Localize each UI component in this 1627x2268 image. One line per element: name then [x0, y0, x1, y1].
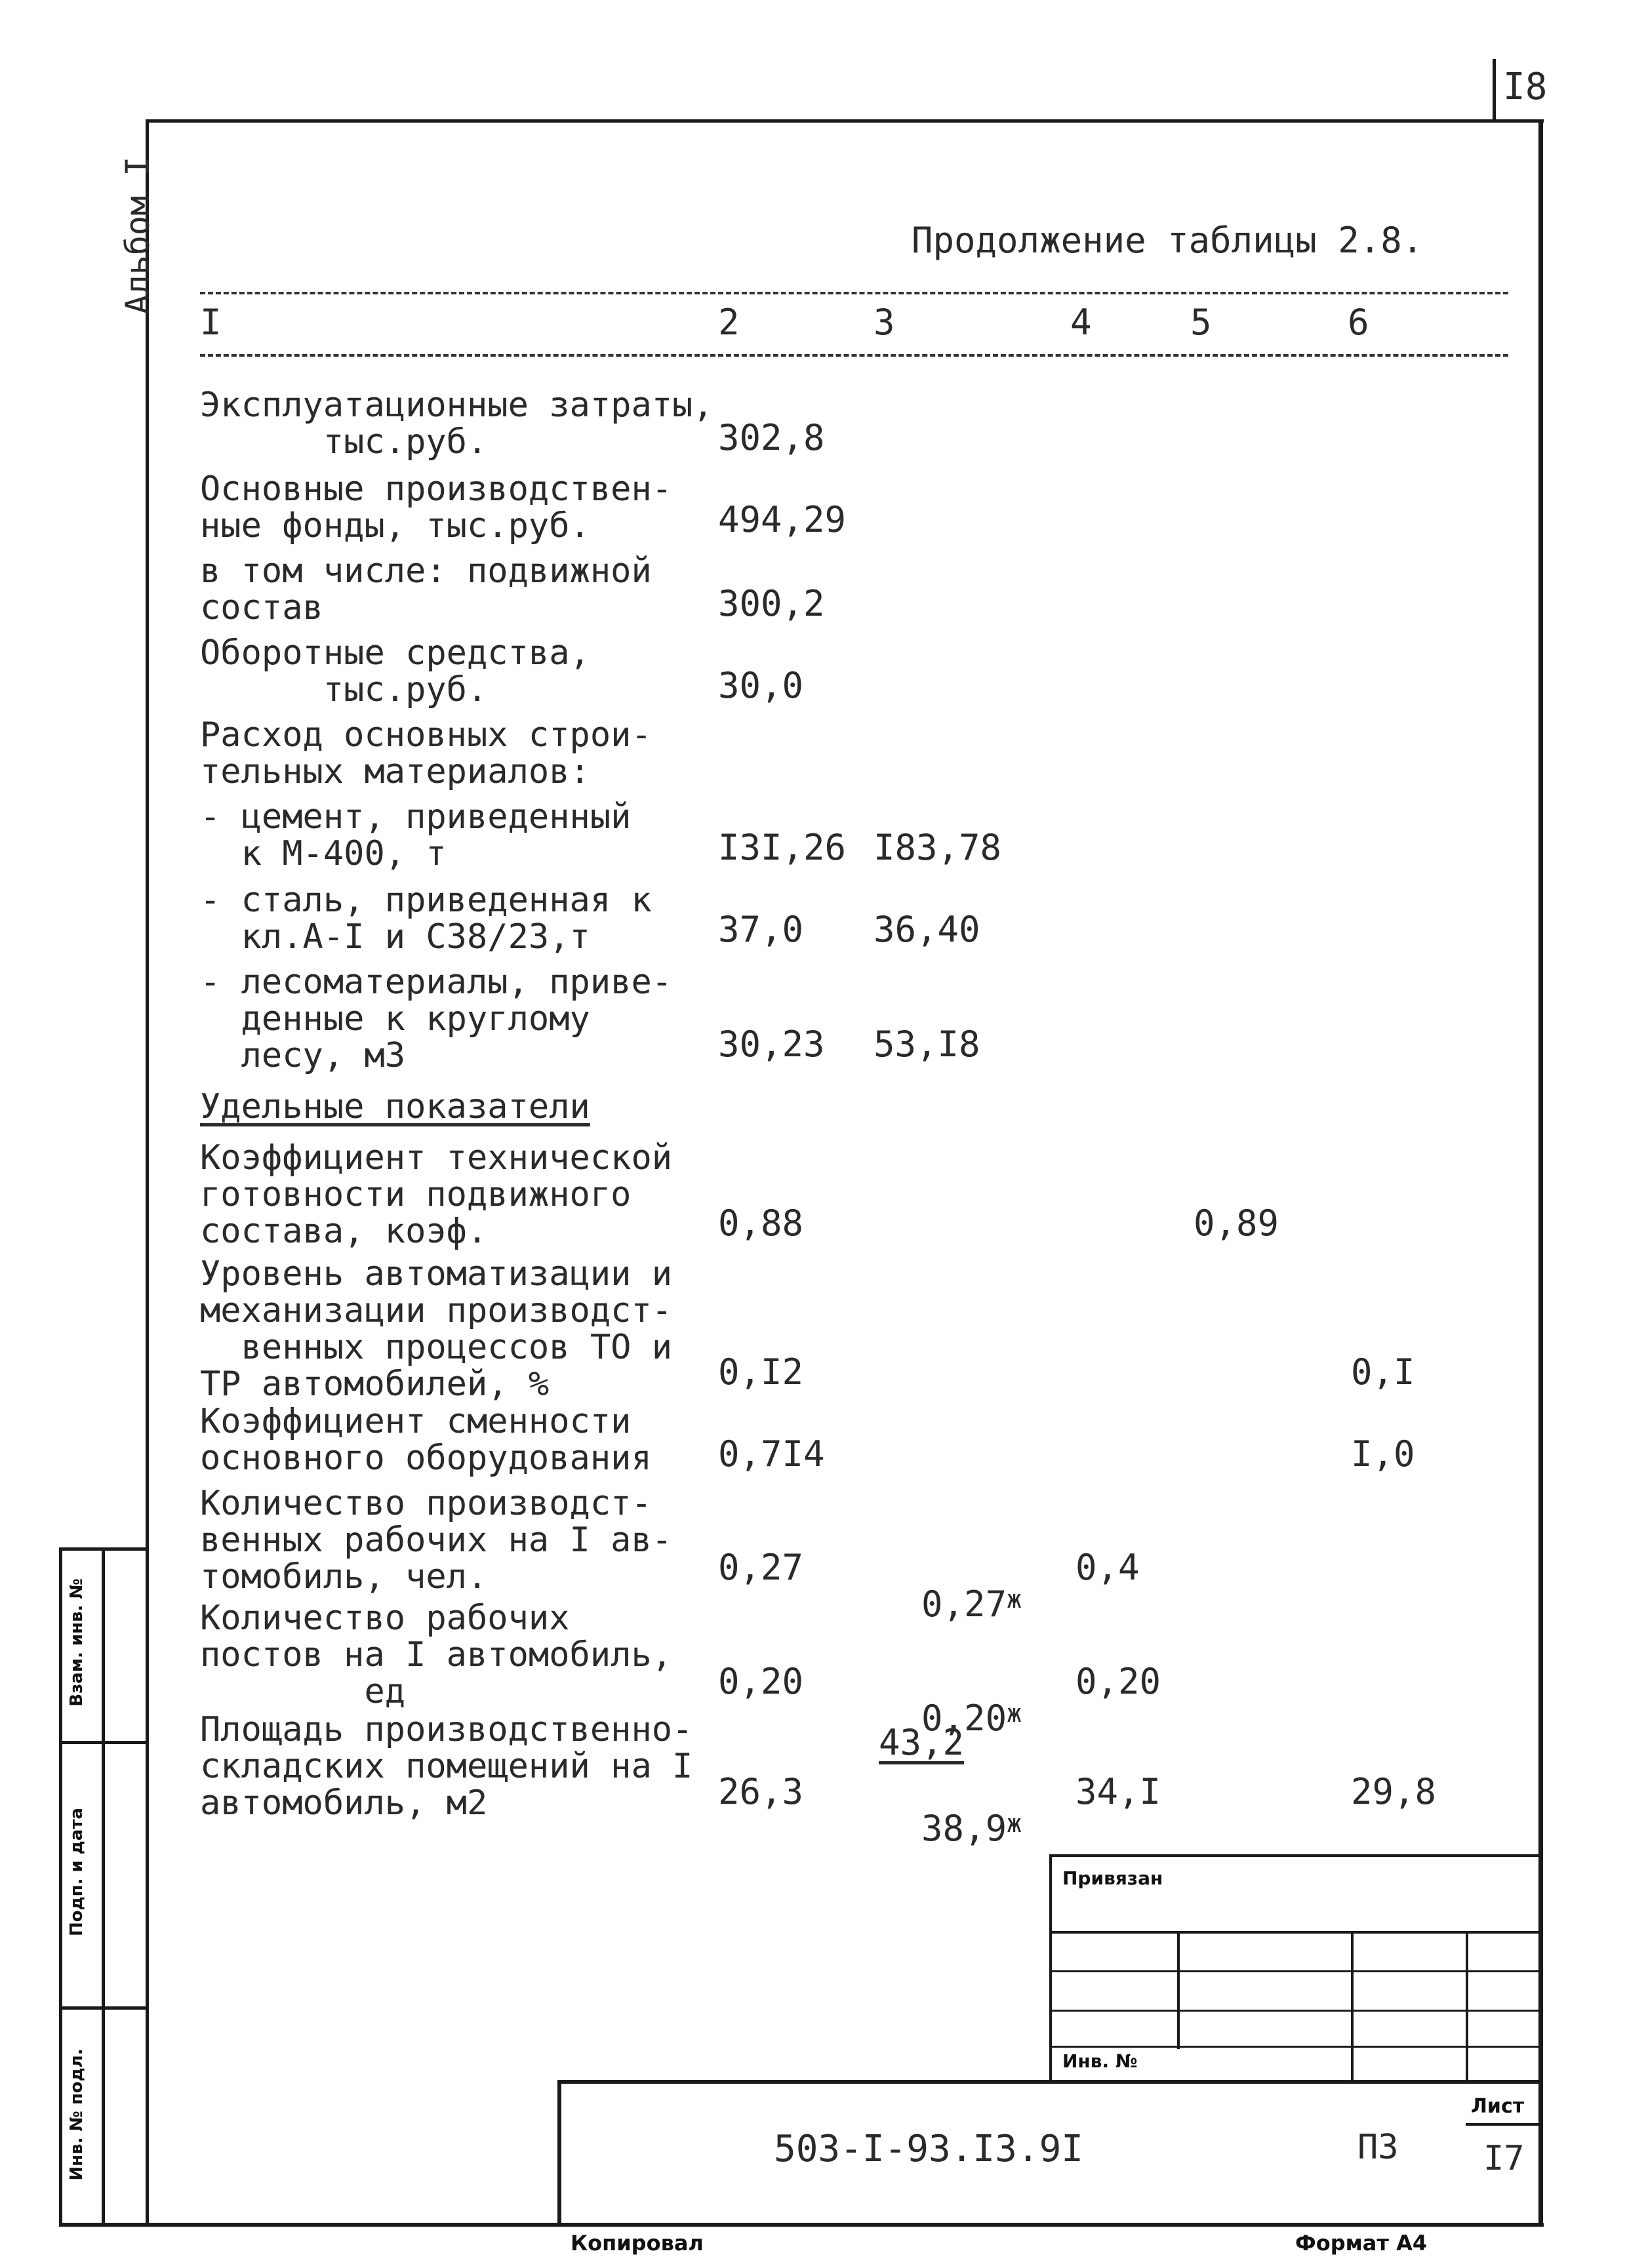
cell-col2: 30,23: [718, 1024, 825, 1065]
row-label: Расход основных строи- тельных материалов:: [200, 715, 652, 791]
header-rule-top: [200, 292, 1508, 294]
cell-col3: 36,40: [874, 909, 980, 950]
cell-col2: 0,88: [718, 1203, 804, 1244]
side-col-div1: [59, 1741, 149, 1744]
sheet-cell-mid: [1466, 2123, 1541, 2126]
sign-date-label: Подп. и дата: [67, 1808, 87, 1936]
footnote-mark: ж: [1007, 1699, 1022, 1728]
table-continuation-title: Продолжение таблицы 2.8.: [912, 220, 1424, 261]
cell-col2: 0,I2: [718, 1351, 804, 1393]
cell-col3-value: 0,20: [921, 1698, 1007, 1739]
cell-col2: 26,3: [718, 1771, 804, 1812]
cell-col6: I,0: [1351, 1433, 1415, 1475]
row-label: - лесоматериалы, приве- денные к круглому лесу, м3: [200, 963, 673, 1075]
cell-col4: 34,I: [1075, 1771, 1161, 1812]
footnote-mark: ж: [1007, 1809, 1022, 1838]
frame-top: [146, 119, 1544, 123]
copied-label: Копировал: [571, 2231, 704, 2256]
row-label: - цемент, приведенный к М-400, т: [200, 797, 632, 873]
cell-col3-value: 0,27: [921, 1583, 1007, 1625]
document-code: 503-I-93.I3.9I: [774, 2128, 1084, 2170]
row-label: Основные производствен- ные фонды, тыс.руб.: [200, 469, 673, 546]
stamp-col-line-2: [1351, 1931, 1354, 2082]
doc-type: ПЗ: [1357, 2128, 1399, 2167]
title-block-left: [557, 2080, 561, 2225]
row-label: Количество производст- венных рабочих на I ав- томобиль, чел.: [200, 1484, 673, 1597]
format-label: Формат А4: [1295, 2231, 1428, 2256]
stamp-attached-label: Привязан: [1062, 1867, 1163, 1889]
row-label: - сталь, приведенная к кл.А-I и С38/23,т: [200, 881, 652, 957]
cell-col3: [879, 1774, 1022, 1847]
side-col-top: [59, 1547, 149, 1551]
side-col-mid: [102, 1547, 105, 2225]
cell-col3: I83,78: [874, 827, 1002, 868]
cell-col3: 53,I8: [874, 1024, 980, 1065]
replace-inv-label: Взам. инв. №: [67, 1578, 87, 1707]
cell-col2: I3I,26: [718, 827, 847, 868]
sheet-corner-number: I8: [1503, 66, 1548, 108]
section-heading: Удельные показатели: [200, 1087, 590, 1126]
stamp-inv-no-label: Инв. №: [1062, 2050, 1138, 2072]
column-header-6: 6: [1348, 302, 1369, 343]
row-label: Количество рабочих постов на I автомобиль, ед: [200, 1599, 673, 1711]
row-label: Коэффициент технической готовности подвижного состава, коэф.: [200, 1138, 673, 1251]
row-label: Уровень автоматизации и механизации производст- венных процессов ТО и ТР автомобилей, %: [200, 1254, 673, 1404]
row-label: в том числе: подвижной состав: [200, 551, 652, 627]
sheet-number: I7: [1483, 2139, 1525, 2178]
album-label: Альбом I: [119, 156, 157, 315]
column-header-5: 5: [1190, 302, 1212, 343]
title-block-top: [557, 2080, 1541, 2084]
cell-col3-value: 38,9: [921, 1808, 1007, 1849]
cell-col5: 0,89: [1194, 1203, 1279, 1244]
cell-col3: [879, 1549, 1022, 1623]
stamp-col-line-3: [1466, 1931, 1468, 2082]
inv-orig-label: Инв. № подл.: [67, 2048, 87, 2181]
cell-col2: 37,0: [718, 909, 804, 950]
header-rule-bottom: [200, 354, 1508, 357]
cell-col4: 0,20: [1075, 1661, 1161, 1702]
cell-col3-numerator: 43,2: [879, 1722, 965, 1763]
stamp-upper-top: [1049, 1854, 1541, 1857]
cell-col2: 0,27: [718, 1547, 804, 1588]
cell-col6: 0,I: [1351, 1351, 1415, 1393]
column-header-2: 2: [718, 302, 740, 343]
cell-col4: 0,4: [1075, 1547, 1140, 1588]
row-label: Оборотные средства, тыс.руб.: [200, 633, 590, 709]
cell-col2: 30,0: [718, 665, 804, 706]
side-col-left: [59, 1547, 62, 2225]
row-label: Коэффициент сменности основного оборудования: [200, 1402, 652, 1478]
frame-bottom: [59, 2223, 1544, 2227]
frame-right: [1538, 119, 1543, 2225]
side-col-div2: [59, 2006, 149, 2010]
column-header-1: I: [200, 302, 222, 343]
cell-col2: 300,2: [718, 583, 825, 624]
corner-divider: [1493, 59, 1496, 122]
footnote-mark: ж: [1007, 1585, 1022, 1614]
row-label: Эксплуатационные затраты, тыс.руб.: [200, 386, 713, 462]
stamp-col-line-1: [1177, 1931, 1180, 2049]
row-label: Площадь производственно- складских помещений на I автомобиль, м2: [200, 1710, 693, 1823]
column-header-3: 3: [874, 302, 895, 343]
frame-left: [146, 119, 149, 2225]
cell-col2: 494,29: [718, 499, 847, 540]
column-header-4: 4: [1070, 302, 1092, 343]
sheet-label: Лист: [1471, 2095, 1525, 2118]
cell-col6: 29,8: [1351, 1771, 1437, 1812]
cell-col2: 0,7I4: [718, 1433, 825, 1475]
cell-col2: 0,20: [718, 1661, 804, 1702]
cell-col2: 302,8: [718, 417, 825, 458]
